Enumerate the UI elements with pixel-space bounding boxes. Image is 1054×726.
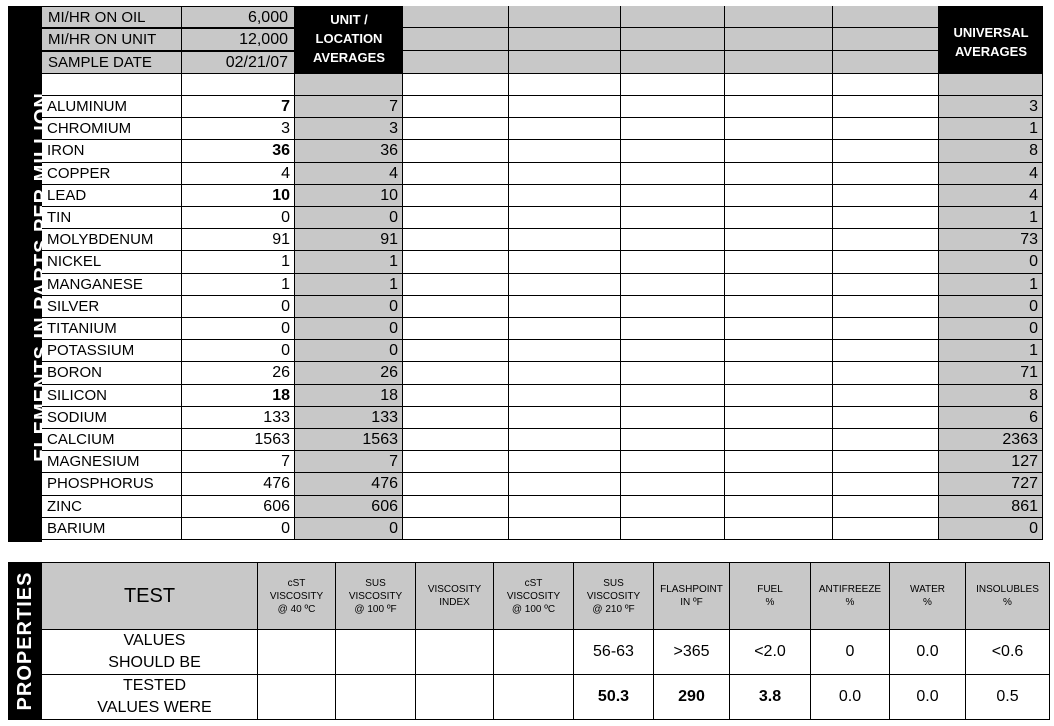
property-column-header <box>811 562 890 630</box>
element-unit-average: 3 <box>295 118 403 140</box>
history-cell <box>725 385 833 407</box>
element-unit-average: 26 <box>295 362 403 384</box>
property-column-header <box>494 562 574 630</box>
history-cell <box>509 185 621 207</box>
history-cell <box>725 96 833 118</box>
element-value: 91 <box>182 229 295 251</box>
history-cell <box>833 429 939 451</box>
header-value: 6,000 <box>182 6 295 28</box>
element-name: PHOSPHORUS <box>42 473 182 495</box>
history-cell <box>621 296 725 318</box>
history-cell <box>833 296 939 318</box>
history-header-cell <box>509 28 621 51</box>
should-be-value: 0.0 <box>890 630 966 675</box>
element-name: MANGANESE <box>42 274 182 296</box>
history-cell <box>725 163 833 185</box>
history-cell <box>403 473 509 495</box>
element-unit-average: 0 <box>295 296 403 318</box>
history-cell <box>509 274 621 296</box>
history-cell <box>509 496 621 518</box>
history-cell <box>509 340 621 362</box>
blank-cell <box>939 74 1043 96</box>
element-unit-average: 10 <box>295 185 403 207</box>
element-unit-average: 0 <box>295 518 403 540</box>
history-cell <box>621 362 725 384</box>
element-unit-average: 36 <box>295 140 403 162</box>
element-universal-average: 3 <box>939 96 1043 118</box>
tested-value: 3.8 <box>730 675 811 720</box>
history-cell <box>621 118 725 140</box>
history-cell <box>833 451 939 473</box>
history-cell <box>509 429 621 451</box>
history-header-cell <box>509 51 621 74</box>
history-cell <box>403 385 509 407</box>
element-universal-average: 127 <box>939 451 1043 473</box>
property-column-header <box>258 562 336 630</box>
history-header-cell <box>833 28 939 51</box>
tested-value <box>494 675 574 720</box>
header-value: 02/21/07 <box>182 51 295 74</box>
history-cell <box>621 274 725 296</box>
tested-value: 0.0 <box>811 675 890 720</box>
blank-cell <box>403 74 509 96</box>
properties-side-label: PROPERTIES <box>14 571 36 711</box>
blank-cell <box>725 74 833 96</box>
element-value: 36 <box>182 140 295 162</box>
history-header-cell <box>725 51 833 74</box>
element-name: ALUMINUM <box>42 96 182 118</box>
history-cell <box>403 207 509 229</box>
element-universal-average: 0 <box>939 296 1043 318</box>
history-cell <box>725 185 833 207</box>
history-cell <box>833 340 939 362</box>
history-cell <box>509 362 621 384</box>
blank-cell <box>621 74 725 96</box>
element-name: CHROMIUM <box>42 118 182 140</box>
unit-averages-line1: UNIT / <box>330 12 368 27</box>
history-cell <box>403 451 509 473</box>
history-cell <box>403 362 509 384</box>
history-header-cell <box>833 51 939 74</box>
element-unit-average: 4 <box>295 163 403 185</box>
history-cell <box>725 473 833 495</box>
should-be-value: <0.6 <box>966 630 1050 675</box>
should-be-value: >365 <box>654 630 730 675</box>
element-name: MOLYBDENUM <box>42 229 182 251</box>
history-header-cell <box>621 6 725 28</box>
element-value: 18 <box>182 385 295 407</box>
tested-value <box>258 675 336 720</box>
element-value: 0 <box>182 296 295 318</box>
tested-value <box>416 675 494 720</box>
history-cell <box>403 518 509 540</box>
blank-cell <box>42 74 182 96</box>
element-value: 3 <box>182 118 295 140</box>
history-cell <box>621 140 725 162</box>
blank-cell <box>833 74 939 96</box>
element-unit-average: 133 <box>295 407 403 429</box>
property-header-line: INSOLUBLES <box>976 584 1039 595</box>
history-cell <box>621 251 725 273</box>
element-value: 0 <box>182 207 295 229</box>
element-universal-average: 8 <box>939 385 1043 407</box>
history-cell <box>833 318 939 340</box>
header-value: 12,000 <box>182 28 295 51</box>
history-cell <box>403 229 509 251</box>
history-header-cell <box>725 6 833 28</box>
element-unit-average: 1563 <box>295 429 403 451</box>
history-cell <box>833 163 939 185</box>
property-header-line: IN ºF <box>680 597 703 608</box>
history-cell <box>725 274 833 296</box>
element-unit-average: 91 <box>295 229 403 251</box>
elements-side-label: ELEMENTS IN PARTS PER MILLION <box>31 92 53 462</box>
history-cell <box>833 96 939 118</box>
element-universal-average: 1 <box>939 118 1043 140</box>
property-header-line: ANTIFREEZE <box>818 584 882 595</box>
property-header-line: % <box>845 597 855 608</box>
history-cell <box>621 185 725 207</box>
history-cell <box>725 407 833 429</box>
history-cell <box>403 296 509 318</box>
element-universal-average: 1 <box>939 207 1043 229</box>
history-cell <box>403 318 509 340</box>
history-cell <box>509 163 621 185</box>
element-value: 0 <box>182 340 295 362</box>
history-cell <box>833 274 939 296</box>
property-header-line: VISCOSITY <box>348 590 403 602</box>
tested-value: 290 <box>654 675 730 720</box>
history-cell <box>621 451 725 473</box>
element-name: NICKEL <box>42 251 182 273</box>
element-unit-average: 7 <box>295 96 403 118</box>
element-universal-average: 8 <box>939 140 1043 162</box>
should-be-value <box>336 630 416 675</box>
history-cell <box>833 473 939 495</box>
element-unit-average: 0 <box>295 340 403 362</box>
history-cell <box>403 118 509 140</box>
header-label: MI/HR ON UNIT <box>42 28 182 51</box>
should-be-value <box>258 630 336 675</box>
history-header-cell <box>403 28 509 51</box>
element-value: 26 <box>182 362 295 384</box>
element-value: 1 <box>182 274 295 296</box>
history-cell <box>509 407 621 429</box>
history-cell <box>725 518 833 540</box>
history-header-cell <box>621 28 725 51</box>
history-cell <box>833 251 939 273</box>
element-name: TITANIUM <box>42 318 182 340</box>
history-cell <box>833 362 939 384</box>
property-column-header <box>654 562 730 630</box>
history-cell <box>621 518 725 540</box>
element-name: SILICON <box>42 385 182 407</box>
element-universal-average: 6 <box>939 407 1043 429</box>
history-cell <box>725 296 833 318</box>
history-cell <box>509 473 621 495</box>
history-cell <box>833 229 939 251</box>
property-header-line: VISCOSITY <box>269 590 324 602</box>
property-header-line: @ 210 ºF <box>592 603 635 615</box>
element-unit-average: 1 <box>295 274 403 296</box>
property-header-line: FLASHPOINT <box>660 584 723 595</box>
history-cell <box>403 251 509 273</box>
test-header: TEST <box>42 562 258 630</box>
blank-cell <box>509 74 621 96</box>
element-name: IRON <box>42 140 182 162</box>
tested-value: 50.3 <box>574 675 654 720</box>
property-column-header <box>966 562 1050 630</box>
history-cell <box>621 207 725 229</box>
element-name: CALCIUM <box>42 429 182 451</box>
element-value: 0 <box>182 318 295 340</box>
history-cell <box>403 340 509 362</box>
history-cell <box>725 118 833 140</box>
should-be-value: 0 <box>811 630 890 675</box>
property-header-line: VISCOSITY <box>506 590 561 602</box>
element-value: 4 <box>182 163 295 185</box>
element-name: LEAD <box>42 185 182 207</box>
property-header-line: FUEL <box>757 584 783 595</box>
should-be-label-line2: SHOULD BE <box>108 654 201 671</box>
history-cell <box>509 385 621 407</box>
element-unit-average: 606 <box>295 496 403 518</box>
history-header-cell <box>725 28 833 51</box>
property-header-line: % <box>1003 597 1012 608</box>
history-cell <box>403 407 509 429</box>
should-be-label <box>42 630 258 675</box>
history-cell <box>509 251 621 273</box>
history-cell <box>621 340 725 362</box>
history-header-cell <box>621 51 725 74</box>
element-universal-average: 1 <box>939 274 1043 296</box>
unit-averages-line3: AVERAGES <box>313 50 385 65</box>
history-cell <box>725 496 833 518</box>
property-header-line: VISCOSITY <box>586 590 641 602</box>
element-name: POTASSIUM <box>42 340 182 362</box>
element-universal-average: 0 <box>939 518 1043 540</box>
history-cell <box>725 229 833 251</box>
element-universal-average: 2363 <box>939 429 1043 451</box>
element-universal-average: 0 <box>939 318 1043 340</box>
unit-averages-header <box>295 6 403 74</box>
history-header-cell <box>403 6 509 28</box>
element-universal-average: 4 <box>939 163 1043 185</box>
history-cell <box>509 118 621 140</box>
history-cell <box>621 473 725 495</box>
history-cell <box>833 207 939 229</box>
element-value: 1563 <box>182 429 295 451</box>
element-value: 1 <box>182 251 295 273</box>
property-header-line: INDEX <box>439 597 470 608</box>
element-name: COPPER <box>42 163 182 185</box>
history-cell <box>509 140 621 162</box>
element-universal-average: 0 <box>939 251 1043 273</box>
history-cell <box>403 274 509 296</box>
tested-label-line2: VALUES WERE <box>97 699 212 716</box>
element-universal-average: 71 <box>939 362 1043 384</box>
history-cell <box>509 451 621 473</box>
universal-averages-header <box>939 6 1043 74</box>
tested-value <box>336 675 416 720</box>
element-unit-average: 7 <box>295 451 403 473</box>
history-cell <box>833 140 939 162</box>
history-cell <box>725 251 833 273</box>
history-cell <box>833 518 939 540</box>
history-cell <box>725 451 833 473</box>
history-cell <box>621 96 725 118</box>
history-cell <box>621 429 725 451</box>
property-header-line: cST <box>287 577 306 589</box>
element-value: 10 <box>182 185 295 207</box>
element-unit-average: 476 <box>295 473 403 495</box>
property-header-line: SUS <box>603 577 624 589</box>
header-label: MI/HR ON OIL <box>42 6 182 28</box>
blank-cell <box>295 74 403 96</box>
property-header-line: @ 40 ºC <box>277 603 316 615</box>
property-header-line: WATER <box>910 584 945 595</box>
tested-value: 0.5 <box>966 675 1050 720</box>
should-be-label-line1: VALUES <box>123 632 186 649</box>
element-name: BORON <box>42 362 182 384</box>
element-value: 7 <box>182 96 295 118</box>
history-cell <box>725 207 833 229</box>
element-unit-average: 0 <box>295 207 403 229</box>
element-universal-average: 861 <box>939 496 1043 518</box>
header-label: SAMPLE DATE <box>42 51 182 74</box>
history-header-cell <box>833 6 939 28</box>
element-unit-average: 0 <box>295 318 403 340</box>
history-cell <box>833 496 939 518</box>
property-header-line: cST <box>524 577 543 589</box>
history-cell <box>403 185 509 207</box>
element-value: 7 <box>182 451 295 473</box>
history-cell <box>833 118 939 140</box>
history-cell <box>509 207 621 229</box>
element-name: MAGNESIUM <box>42 451 182 473</box>
history-cell <box>621 407 725 429</box>
element-name: SILVER <box>42 296 182 318</box>
universal-averages-line2: AVERAGES <box>955 44 1027 59</box>
element-universal-average: 727 <box>939 473 1043 495</box>
history-cell <box>621 496 725 518</box>
history-cell <box>403 429 509 451</box>
history-cell <box>621 163 725 185</box>
history-cell <box>509 229 621 251</box>
should-be-value: 56-63 <box>574 630 654 675</box>
history-cell <box>725 340 833 362</box>
history-header-cell <box>403 51 509 74</box>
property-column-header <box>574 562 654 630</box>
history-cell <box>833 185 939 207</box>
property-header-line: @ 100 ºF <box>354 603 397 615</box>
property-header-line: @ 100 ºC <box>511 603 556 615</box>
history-cell <box>725 362 833 384</box>
history-cell <box>725 429 833 451</box>
element-unit-average: 18 <box>295 385 403 407</box>
tested-label <box>42 675 258 720</box>
property-header-line: SUS <box>365 577 386 589</box>
element-name: ZINC <box>42 496 182 518</box>
tested-value: 0.0 <box>890 675 966 720</box>
property-header-line: VISCOSITY <box>427 584 482 595</box>
element-value: 0 <box>182 518 295 540</box>
history-cell <box>833 385 939 407</box>
should-be-value <box>416 630 494 675</box>
property-column-header <box>336 562 416 630</box>
history-cell <box>621 385 725 407</box>
history-cell <box>725 140 833 162</box>
history-cell <box>403 140 509 162</box>
history-cell <box>403 496 509 518</box>
element-universal-average: 73 <box>939 229 1043 251</box>
history-cell <box>509 518 621 540</box>
element-universal-average: 4 <box>939 185 1043 207</box>
element-name: TIN <box>42 207 182 229</box>
tested-label-line1: TESTED <box>122 677 187 694</box>
property-column-header <box>416 562 494 630</box>
history-cell <box>403 163 509 185</box>
property-column-header <box>890 562 966 630</box>
property-header-line: % <box>765 597 775 608</box>
universal-averages-line1: UNIVERSAL <box>953 25 1029 40</box>
history-cell <box>509 296 621 318</box>
element-value: 606 <box>182 496 295 518</box>
element-value: 133 <box>182 407 295 429</box>
history-cell <box>833 407 939 429</box>
history-header-cell <box>509 6 621 28</box>
element-name: SODIUM <box>42 407 182 429</box>
history-cell <box>725 318 833 340</box>
property-column-header <box>730 562 811 630</box>
history-cell <box>509 96 621 118</box>
blank-cell <box>182 74 295 96</box>
should-be-value: <2.0 <box>730 630 811 675</box>
element-name: BARIUM <box>42 518 182 540</box>
element-value: 476 <box>182 473 295 495</box>
history-cell <box>621 229 725 251</box>
unit-averages-line2: LOCATION <box>315 31 383 46</box>
element-universal-average: 1 <box>939 340 1043 362</box>
history-cell <box>621 318 725 340</box>
history-cell <box>403 96 509 118</box>
should-be-value <box>494 630 574 675</box>
element-unit-average: 1 <box>295 251 403 273</box>
history-cell <box>509 318 621 340</box>
property-header-line: % <box>923 597 932 608</box>
